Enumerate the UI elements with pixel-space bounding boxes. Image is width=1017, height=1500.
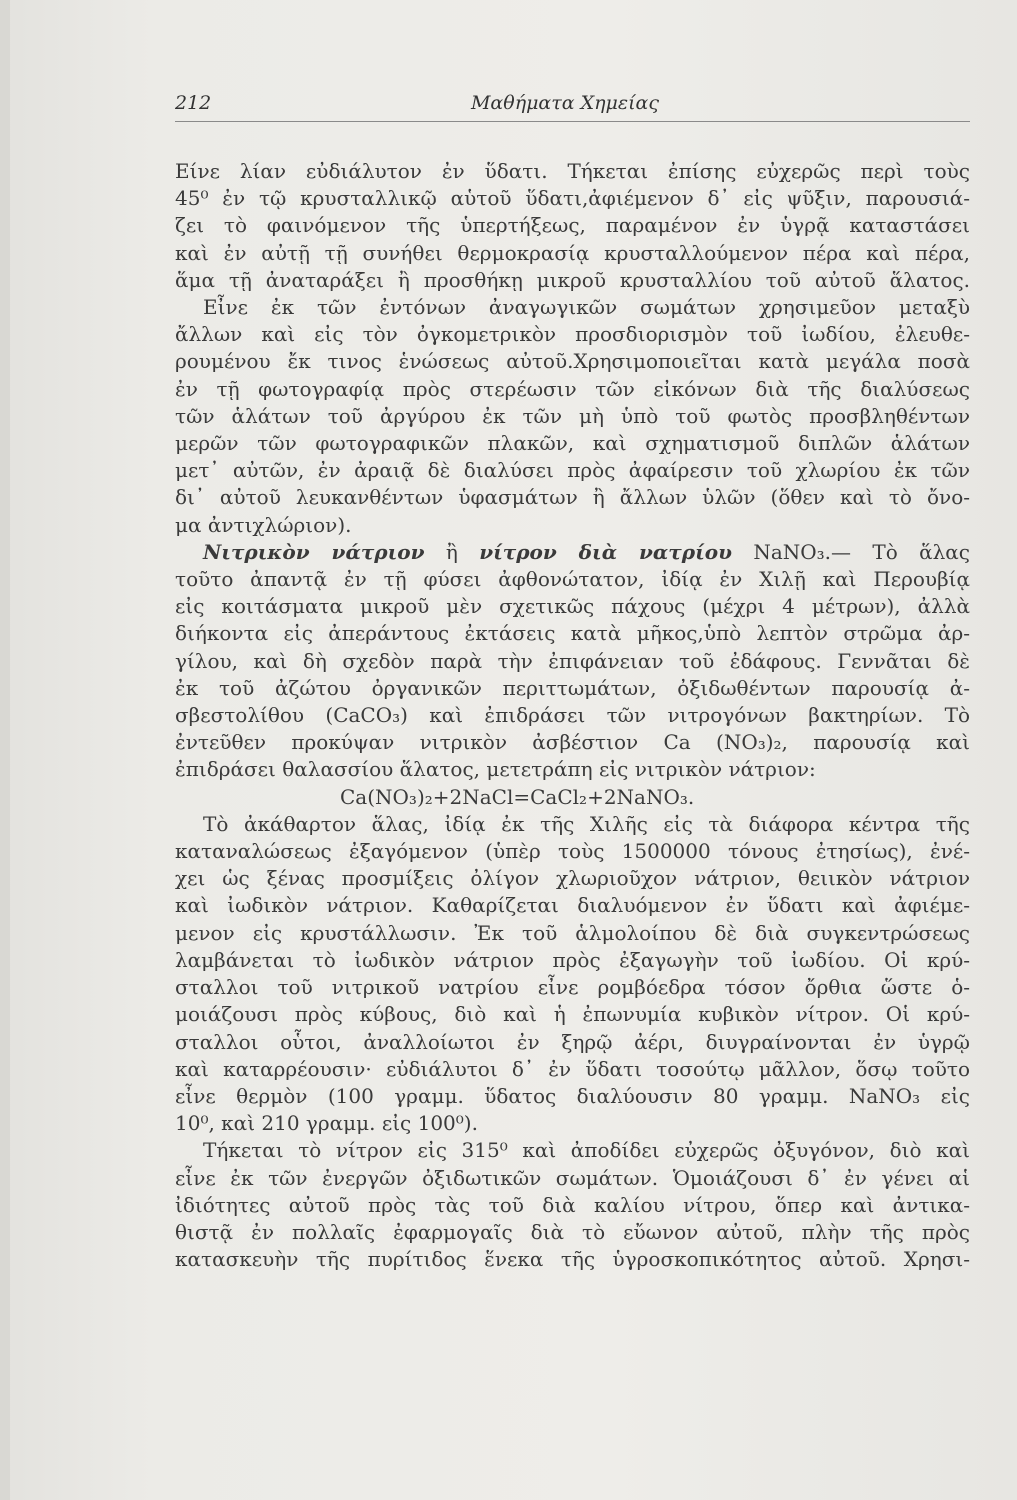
text-line: κατασκευὴν τῆς πυρίτιδος ἕνεκα τῆς ὑγροσκοπικότητος αὐτοῦ. Χρησι- xyxy=(175,1247,970,1272)
section-heading-line xyxy=(175,539,970,566)
text-line: μενον εἰς κρυστάλλωσιν. Ἐκ τοῦ ἁλμολοίπου δὲ διὰ συγκεντρώσεως xyxy=(175,920,970,945)
text-line: καταναλώσεως ἐξαγόμενον (ὑπὲρ τοὺς 1500000 τόνους ἐτησίως), ἐνέ- xyxy=(175,839,970,864)
text-line: δι᾽ αὐτοῦ λευκανθέντων ὑφασμάτων ἢ ἄλλων ὑλῶν (ὅθεν καὶ τὸ ὄνο- xyxy=(175,485,970,510)
text-line: Εἶνε ἐκ τῶν ἐντόνων ἀναγωγικῶν σωμάτων χρησιμεῦον μεταξὺ xyxy=(203,295,970,320)
text-line: Τὸ ἀκάθαρτον ἅλας, ἰδίᾳ ἐκ τῆς Χιλῆς εἰς τὰ διάφορα κέντρα τῆς xyxy=(203,811,970,836)
text-line: σταλλοι τοῦ νιτρικοῦ νατρίου εἶνε ρομβόεδρα τόσον ὄρθια ὥστε ὁ- xyxy=(175,975,970,1000)
text-line: καὶ καταρρέουσιν· εὐδιάλυτοι δ᾽ ἐν ὕδατι τοσούτῳ μᾶλλον, ὅσῳ τοῦτο xyxy=(175,1056,970,1081)
running-title: Μαθήματα Χημείας xyxy=(470,92,660,114)
text-line: μοιάζουσι πρὸς κύβους, διὸ καὶ ἡ ἐπωνυμία κυβικὸν νίτρον. Οἱ κρύ- xyxy=(175,1002,970,1027)
text-line: ρουμένου ἔκ τινος ἑνώσεως αὐτοῦ.Χρησιμοποιεῖται κατὰ μεγάλα ποσὰ xyxy=(175,349,970,374)
text-line: τοῦτο ἀπαντᾷ ἐν τῇ φύσει ἀφθονώτατον, ἰδίᾳ ἐν Χιλῇ καὶ Περουβίᾳ xyxy=(175,567,970,592)
text-line: εἶνε θερμὸν (100 γραμμ. ὕδατος διαλύουσιν 80 γραμμ. NaNO₃ εἰς xyxy=(175,1083,970,1108)
text-line: ἐντεῦθεν προκύψαν νιτρικὸν ἀσβέστιον Ca (NO₃)₂, παρουσίᾳ καὶ xyxy=(175,730,970,755)
page-gutter xyxy=(0,0,10,1500)
chemical-equation: Ca(NO₃)₂+2NaCl=CaCl₂+2NaNO₃. xyxy=(340,784,695,809)
text-line: λαμβάνεται τὸ ἰωδικὸν νάτριον πρὸς ἐξαγωγὴν τοῦ ἰωδίου. Οἱ κρύ- xyxy=(175,947,970,972)
heading-or: ἢ xyxy=(445,539,458,564)
text-line: διήκοντα εἰς ἀπεράντους ἐκτάσεις κατὰ μῆκος,ὑπὸ λεπτὸν στρῶμα ἀρ- xyxy=(175,621,970,646)
text-line: ἄλλων καὶ εἰς τὸν ὀγκομετρικὸν προσδιορισμὸν τοῦ ἰωδίου, ἐλευθε- xyxy=(175,322,970,347)
text-line: ἰδιότητες αὐτοῦ πρὸς τὰς τοῦ διὰ καλίου νίτρου, ὅπερ καὶ ἀντικα- xyxy=(175,1192,970,1217)
running-header xyxy=(175,92,970,122)
text-line: μα ἀντιχλώριον). xyxy=(175,512,352,537)
section-heading-alt: νίτρον διὰ νατρίου xyxy=(479,539,732,564)
page-number: 212 xyxy=(175,92,212,114)
text-line: ἐκ τοῦ ἀζώτου ὀργανικῶν περιττωμάτων, ὀξιδωθέντων παρουσίᾳ ἀ- xyxy=(175,675,970,700)
text-line: 10⁰, καὶ 210 γραμμ. εἰς 100⁰). xyxy=(175,1111,478,1136)
text-line: τῶν ἁλάτων τοῦ ἀργύρου ἐκ τῶν μὴ ὑπὸ τοῦ φωτὸς προσβληθέντων xyxy=(175,403,970,428)
text-line: εἶνε ἐκ τῶν ἐνεργῶν ὀξιδωτικῶν σωμάτων. Ὁμοιάζουσι δ᾽ ἐν γένει αἱ xyxy=(175,1165,970,1190)
heading-formula: NaNO₃.— Τὸ ἅλας xyxy=(753,539,970,564)
text-line: ἐν τῇ φωτογραφίᾳ πρὸς στερέωσιν τῶν εἰκόνων διὰ τῆς διαλύσεως xyxy=(175,376,970,401)
text-line: ἐπιδράσει θαλασσίου ἅλατος, μετετράπη εἰς νιτρικὸν νάτριον: xyxy=(175,757,816,782)
section-heading: Νιτρικὸν νάτριον xyxy=(203,539,425,564)
text-line: ζει τὸ φαινόμενον τῆς ὑπερτήξεως, παραμένον ἐν ὑγρᾷ καταστάσει xyxy=(175,213,970,238)
body-text xyxy=(175,158,970,1273)
text-line: εἰς κοιτάσματα μικροῦ μὲν σχετικῶς πάχους (μέχρι 4 μέτρων), ἀλλὰ xyxy=(175,594,970,619)
text-line: μετ᾽ αὐτῶν, ἐν ἀραιᾷ δὲ διαλύσει πρὸς ἀφαίρεσιν τοῦ χλωρίου ἐκ τῶν xyxy=(175,458,970,483)
text-line: θιστᾷ ἐν πολλαῖς ἐφαρμογαῖς διὰ τὸ εὔωνον αὐτοῦ, πλὴν τῆς πρὸς xyxy=(175,1219,970,1244)
text-line: Τήκεται τὸ νίτρον εἰς 315⁰ καὶ ἀποδίδει εὐχερῶς ὀξυγόνον, διὸ καὶ xyxy=(203,1138,970,1163)
text-line: καὶ ἰωδικὸν νάτριον. Καθαρίζεται διαλυόμενον ἐν ὕδατι καὶ ἀφιέμε- xyxy=(175,893,970,918)
text-line: σταλλοι οὗτοι, ἀναλλοίωτοι ἐν ξηρῷ ἀέρι, διυγραίνονται ἐν ὑγρῷ xyxy=(175,1029,970,1054)
text-line: καὶ ἐν αὐτῇ τῇ συνήθει θερμοκρασίᾳ κρυσταλλούμενον πέρα καὶ πέρα, xyxy=(175,240,970,265)
text-line: χει ὡς ξένας προσμίξεις ὀλίγον χλωριοῦχον νάτριον, θειικὸν νάτριον xyxy=(175,866,970,891)
text-line: ἅμα τῇ ἀναταράξει ἢ προσθήκῃ μικροῦ κρυσταλλίου τοῦ αὐτοῦ ἅλατος. xyxy=(175,267,970,292)
text-line: γίλου, καὶ δὴ σχεδὸν παρὰ τὴν ἐπιφάνειαν τοῦ ἐδάφους. Γεννᾶται δὲ xyxy=(175,648,970,673)
text-line: μερῶν τῶν φωτογραφικῶν πλακῶν, καὶ σχηματισμοῦ διπλῶν ἁλάτων xyxy=(175,431,970,456)
header-rule xyxy=(175,121,970,122)
text-line: σβεστολίθου (CaCO₃) καὶ ἐπιδράσει τῶν νιτρογόνων βακτηρίων. Τὸ xyxy=(175,703,970,728)
text-line: Είνε λίαν εὐδιάλυτον ἐν ὕδατι. Τήκεται ἐπίσης εὐχερῶς περὶ τοὺς xyxy=(175,159,970,183)
text-line: 45⁰ ἐν τῷ κρυσταλλικῷ αὑτοῦ ὕδατι,ἀφιέμενον δ᾽ εἰς ψῦξιν, παρουσιά- xyxy=(175,186,970,211)
